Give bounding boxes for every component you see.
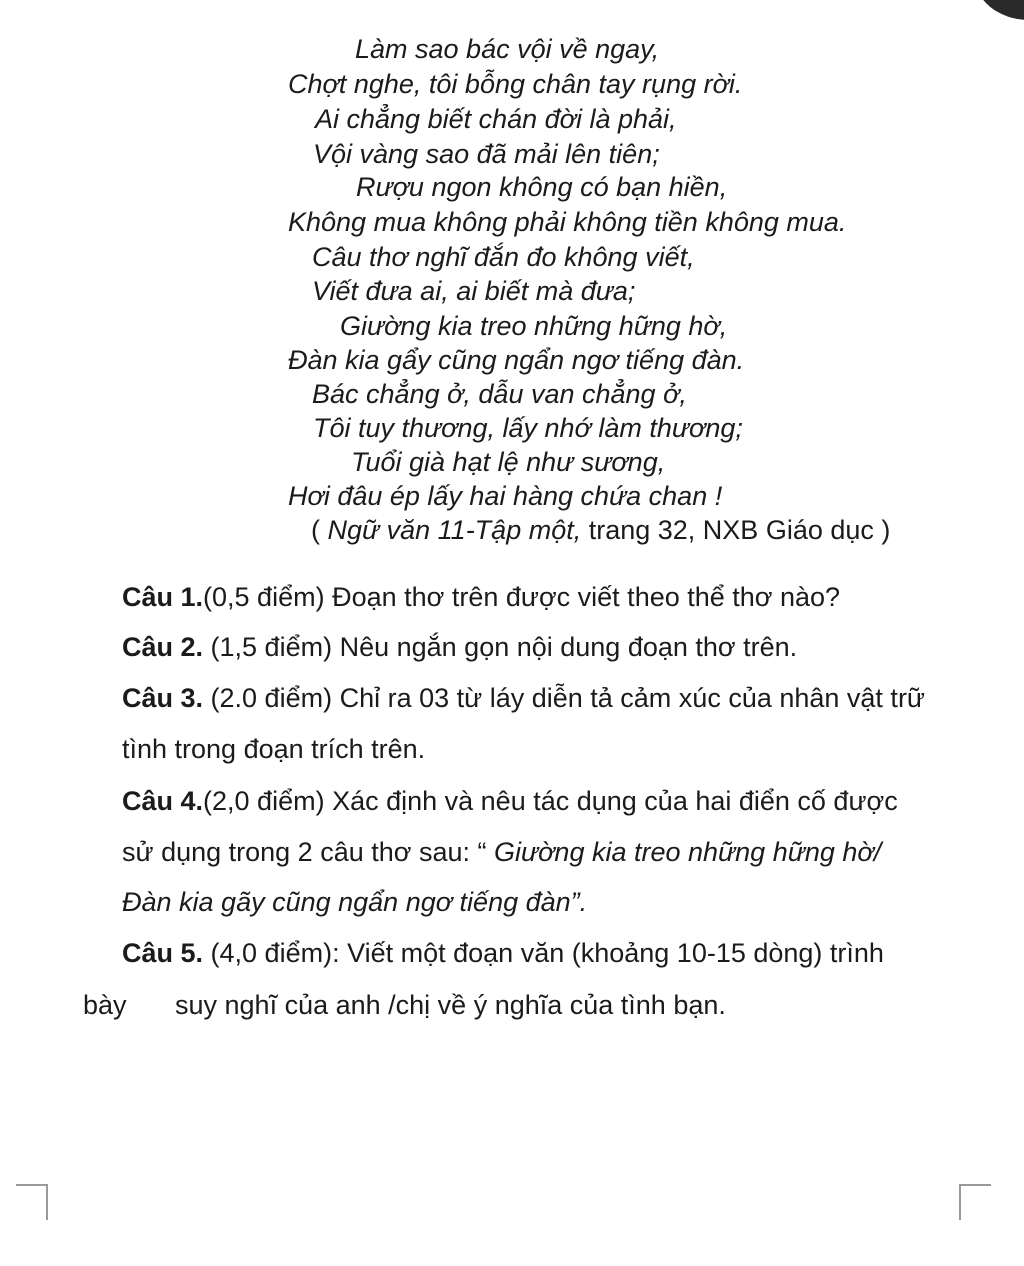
question-1 xyxy=(122,580,840,614)
question-5-line-2 xyxy=(83,988,127,1022)
poem-line-11: Bác chẳng ở, dẫu van chẳng ở, xyxy=(312,379,687,409)
poem-line-12: Tôi tuy thương, lấy nhớ làm thương; xyxy=(313,413,743,443)
question-5-label: Câu 5. xyxy=(122,938,204,968)
question-3-text-1: (2.0 điểm) Chỉ ra 03 từ láy diễn tả cảm xúc của nhân vật trữ xyxy=(203,683,926,713)
poem-line-14: Hơi đâu ép lấy hai hàng chứa chan ! xyxy=(288,481,723,511)
poem-line-10: Đàn kia gẩy cũng ngẩn ngơ tiếng đàn. xyxy=(288,345,745,375)
question-4-quote-1: Giường kia treo những hững hờ/ xyxy=(494,837,882,867)
source-rest: trang 32, NXB Giáo dục ) xyxy=(581,515,891,545)
poem-line-2: Chợt nghe, tôi bỗng chân tay rụng rời. xyxy=(288,69,743,99)
question-4-line-1 xyxy=(122,784,898,818)
question-3-text-2: tình trong đoạn trích trên. xyxy=(122,734,426,764)
poem-line-5: Rượu ngon không có bạn hiền, xyxy=(356,172,728,202)
question-4-text-2: sử dụng trong 2 câu thơ sau: “ xyxy=(122,837,494,867)
question-2-label: Câu 2. xyxy=(122,632,204,662)
poem-line-7: Câu thơ nghĩ đắn đo không viết, xyxy=(312,242,695,272)
question-5-line-2b xyxy=(175,988,726,1022)
page-corner-mark-right xyxy=(959,1184,991,1220)
poem-line-8: Viết đưa ai, ai biết mà đưa; xyxy=(312,276,636,306)
question-5-text-2a: bày xyxy=(83,990,127,1020)
poem-source xyxy=(311,513,890,547)
question-4-line-2 xyxy=(122,835,881,869)
poem-line-6: Không mua không phải không tiền không mua. xyxy=(288,207,847,237)
question-1-label: Câu 1. xyxy=(122,582,204,612)
question-5-line-1 xyxy=(122,936,884,970)
question-1-text: (0,5 điểm) Đoạn thơ trên được viết theo thể thơ nào? xyxy=(203,582,841,612)
poem-line-3: Ai chẳng biết chán đời là phải, xyxy=(315,104,677,134)
source-open: ( xyxy=(311,515,328,545)
poem-line-4: Vội vàng sao đã mải lên tiên; xyxy=(313,139,660,169)
poem-line-1: Làm sao bác vội về ngay, xyxy=(355,34,660,64)
question-4-quote-2: Đàn kia gãy cũng ngẩn ngơ tiếng đàn”. xyxy=(122,887,588,917)
question-3-label: Câu 3. xyxy=(122,683,204,713)
poem-line-13: Tuổi già hạt lệ như sương, xyxy=(351,447,666,477)
question-2 xyxy=(122,630,797,664)
question-5-text-2b: suy nghĩ của anh /chị về ý nghĩa của tình bạn. xyxy=(175,990,726,1020)
question-3-line-2 xyxy=(122,732,425,766)
question-4-text-1: (2,0 điểm) Xác định và nêu tác dụng của hai điển cố được xyxy=(203,786,898,816)
page-corner-mark-left xyxy=(16,1184,48,1220)
question-3-line-1 xyxy=(122,681,925,715)
source-title: Ngữ văn 11-Tập một, xyxy=(327,515,582,545)
question-4-label: Câu 4. xyxy=(122,786,204,816)
question-5-text-1: (4,0 điểm): Viết một đoạn văn (khoảng 10-15 dòng) trình xyxy=(203,938,884,968)
poem-line-9: Giường kia treo những hững hờ, xyxy=(340,311,728,341)
page-edge-shadow xyxy=(974,0,1024,20)
question-4-line-3 xyxy=(122,885,587,919)
question-2-text: (1,5 điểm) Nêu ngắn gọn nội dung đoạn thơ trên. xyxy=(203,632,798,662)
